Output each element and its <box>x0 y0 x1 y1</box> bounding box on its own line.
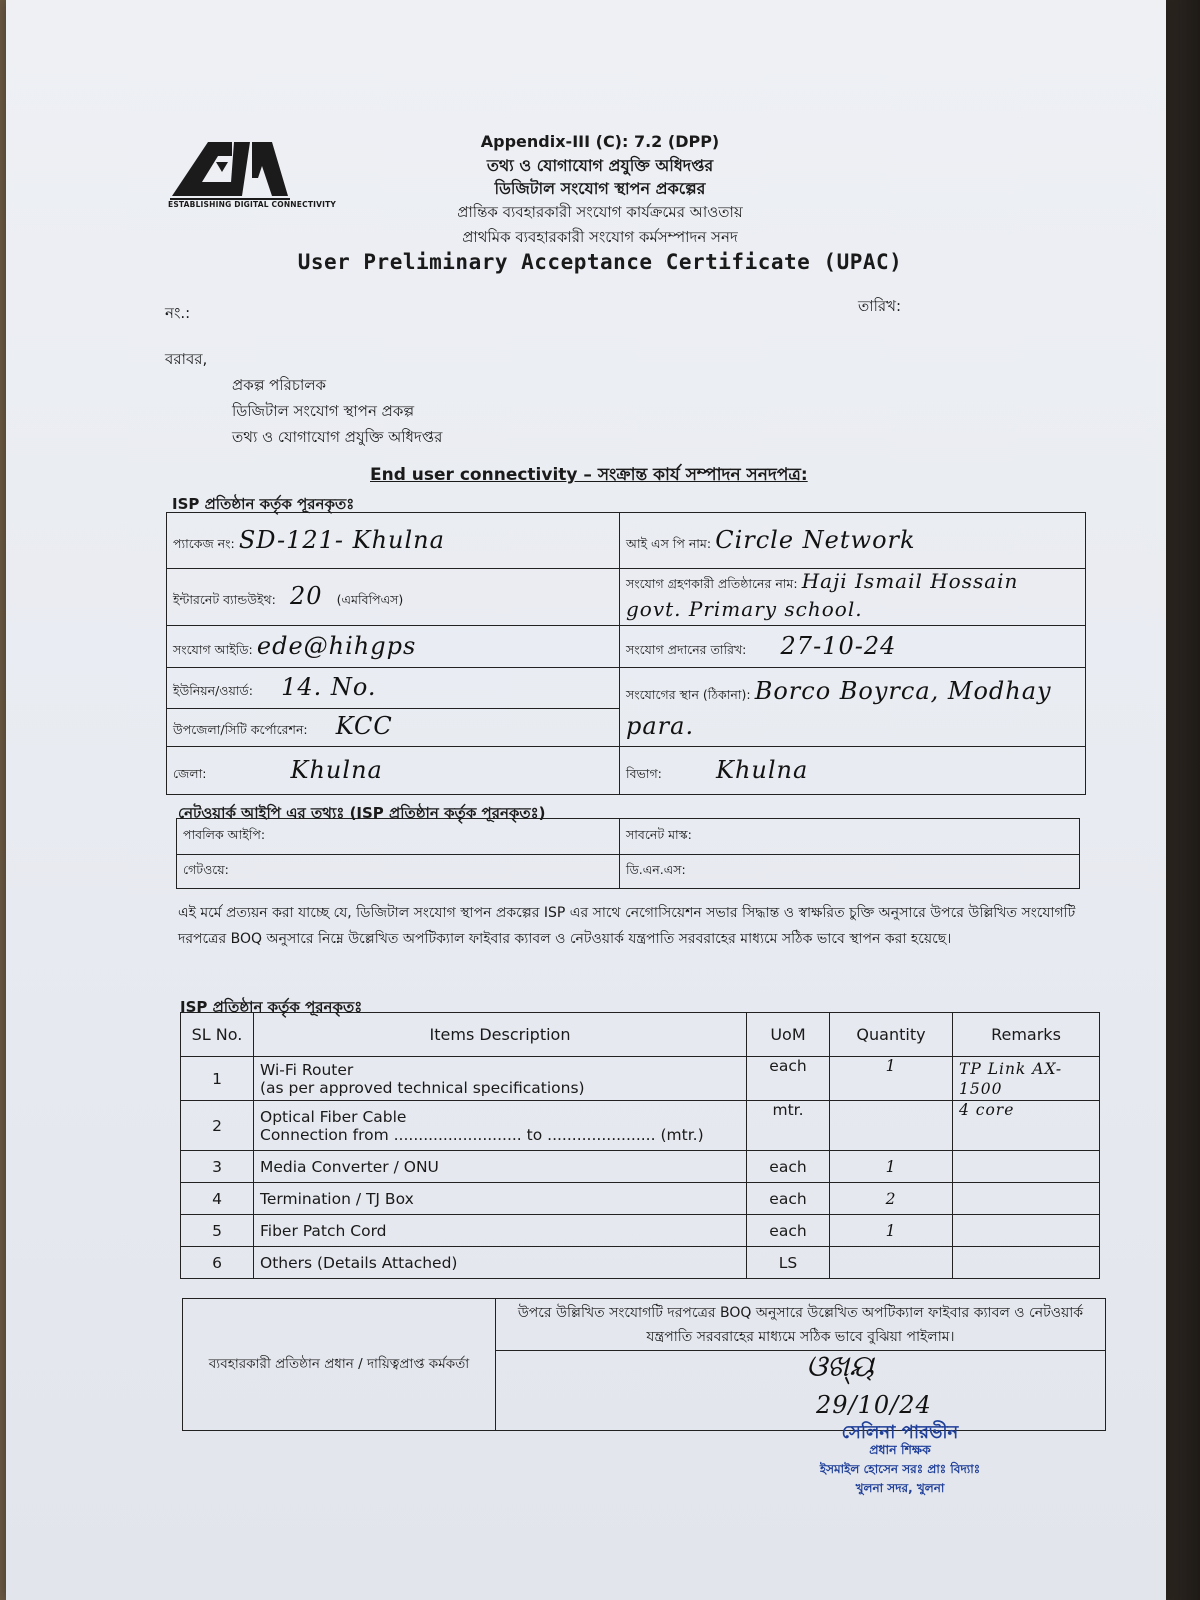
items-section-title: ISP প্রতিষ্ঠান কর্তৃক পূরনকৃতঃ <box>180 998 363 1016</box>
signature-date: 29/10/24 <box>816 1391 932 1419</box>
package-cell <box>167 513 620 569</box>
bandwidth-label: ইন্টারনেট ব্যান্ডউইথ: <box>173 592 276 607</box>
receiver-label: সংযোগ গ্রহণকারী প্রতিষ্ঠানের নাম: <box>626 576 798 591</box>
network-section-title: নেটওয়ার্ক আইপি এর তথ্যঃ (ISP প্রতিষ্ঠান কর্তৃক পূরনকৃতঃ) <box>178 804 546 822</box>
row-quantity: 1 <box>830 1057 953 1101</box>
dns-label: ডি.এন.এস: <box>620 855 1080 889</box>
upazila-label: উপজেলা/সিটি কর্পোরেশন: <box>173 722 308 738</box>
subject-line: End user connectivity – সংক্রান্ত কার্য সম্পাদন সনদপত্র: <box>370 465 808 485</box>
header-uom: UoM <box>747 1013 830 1057</box>
table-row <box>181 1215 1100 1247</box>
row-remarks <box>953 1247 1100 1279</box>
row-uom: LS <box>747 1247 830 1279</box>
address-line-2: ডিজিটাল সংযোগ স্থাপন প্রকল্প <box>232 402 415 420</box>
row-description: Fiber Patch Cord <box>254 1215 747 1247</box>
location-value: Borco Boyrca, Modhay para. <box>626 677 1052 740</box>
header-items-description: Items Description <box>254 1013 747 1057</box>
connection-id-label: সংযোগ আইডি: <box>173 641 253 657</box>
table-row <box>181 1057 1100 1101</box>
public-ip-label: পাবলিক আইপি: <box>177 819 620 855</box>
row-sl: 6 <box>181 1247 254 1279</box>
document-title: User Preliminary Acceptance Certificate (UPAC) <box>297 250 903 274</box>
subnet-mask-label: সাবনেট মাস্ক: <box>620 819 1080 855</box>
address-line-1: প্রকল্প পরিচালক <box>232 376 327 394</box>
row-description-detail: Connection from .......................... to ...................... (mtr.) <box>260 1125 704 1144</box>
district-label: জেলা: <box>173 765 207 781</box>
certificate-heading-bn: প্রাথমিক ব্যবহারকারী সংযোগ কর্মসম্পাদন সনদ <box>462 228 738 246</box>
row-sl: 5 <box>181 1215 254 1247</box>
division-cell <box>620 747 1086 795</box>
department-heading: তথ্য ও যোগাযোগ প্রযুক্তি অধিদপ্তর <box>486 156 714 175</box>
row-remarks <box>953 1215 1100 1247</box>
table-row <box>181 1247 1100 1279</box>
receiver-cell <box>620 569 1086 626</box>
package-value: SD-121- Khulna <box>238 525 445 554</box>
upazila-cell <box>167 708 620 747</box>
row-sl: 1 <box>181 1057 254 1101</box>
address-to: বরাবর, <box>165 350 208 368</box>
district-cell <box>167 747 620 795</box>
row-quantity: 1 <box>830 1215 953 1247</box>
network-ip-table <box>176 818 1080 889</box>
connection-date-label: সংযোগ প্রদানের তারিখ: <box>626 641 747 657</box>
handwritten-signature: ଓଖ୍ୟ <box>806 1349 874 1384</box>
row-remarks: TP Link AX-1500 <box>953 1057 1100 1101</box>
row-uom: each <box>747 1057 830 1101</box>
program-heading: প্রান্তিক ব্যবহারকারী সংযোগ কার্যক্রমের আওতায় <box>457 203 743 221</box>
union-ward-value: 14. No. <box>281 672 377 701</box>
receiver-value: Haji Ismail Hossain govt. Primary school. <box>626 569 1019 621</box>
row-uom: mtr. <box>747 1101 830 1151</box>
logo-caption: ESTABLISHING DIGITAL CONNECTIVITY <box>168 200 337 209</box>
division-value: Khulna <box>716 755 809 784</box>
acceptance-role-label: ব্যবহারকারী প্রতিষ্ঠান প্রধান / দায়িত্বপ্রাপ্ত কর্মকর্তা <box>183 1299 496 1431</box>
connection-date-cell <box>620 626 1086 668</box>
items-table <box>180 1012 1100 1279</box>
row-sl: 3 <box>181 1151 254 1183</box>
header-quantity: Quantity <box>830 1013 953 1057</box>
row-quantity: 2 <box>830 1183 953 1215</box>
union-cell <box>167 668 620 709</box>
row-description: Others (Details Attached) <box>254 1247 747 1279</box>
row-remarks: 4 core <box>953 1101 1100 1151</box>
stamp-school: ইসমাইল হোসেন সরঃ প্রাঃ বিদ্যাঃ <box>819 1462 981 1476</box>
header-sl-no: SL No. <box>181 1013 254 1057</box>
package-label: প্যাকেজ নং: <box>173 535 235 551</box>
appendix-heading: Appendix-III (C): 7.2 (DPP) <box>480 132 720 151</box>
connection-id-cell <box>167 626 620 668</box>
acceptance-statement: উপরে উল্লিখিত সংযোগটি দরপত্রের BOQ অনুসারে উল্লেখিত অপটিক্যাল ফাইবার ক্যাবল ও নেটওয়ার্ক যন্ত্রপাতি সরবরাহের মাধ্যমে সঠিক ভাবে বুঝিয়া পাইলাম। <box>496 1299 1106 1351</box>
row-quantity: 1 <box>830 1151 953 1183</box>
location-cell <box>620 668 1086 747</box>
isp-name-value: Circle Network <box>715 525 916 554</box>
project-heading: ডিজিটাল সংযোগ স্থাপন প্রকল্পের <box>494 179 706 198</box>
table-row <box>181 1183 1100 1215</box>
table-row <box>181 1151 1100 1183</box>
gateway-label: গেটওয়ে: <box>177 855 620 889</box>
upazila-value: KCC <box>335 712 393 741</box>
row-description: Termination / TJ Box <box>254 1183 747 1215</box>
row-description <box>254 1057 747 1101</box>
row-description-main: Wi-Fi Router <box>260 1060 354 1079</box>
stamp-designation: প্রধান শিক্ষক <box>869 1442 931 1457</box>
acceptance-table <box>182 1298 1106 1431</box>
row-uom: each <box>747 1215 830 1247</box>
isp-cell <box>620 513 1086 569</box>
connection-info-table <box>166 512 1086 795</box>
bandwidth-value: 20 <box>289 582 323 610</box>
table-row <box>181 1101 1100 1151</box>
row-quantity <box>830 1101 953 1151</box>
union-ward-label: ইউনিয়ন/ওয়ার্ড: <box>173 682 253 698</box>
row-uom: each <box>747 1183 830 1215</box>
connection-date-value: 27-10-24 <box>780 631 897 660</box>
row-description <box>254 1101 747 1151</box>
row-description: Media Converter / ONU <box>254 1151 747 1183</box>
row-sl: 4 <box>181 1183 254 1215</box>
isp-section-title: ISP প্রতিষ্ঠান কর্তৃক পূরনকৃতঃ <box>172 495 355 513</box>
stamp-name: সেলিনা পারভীন <box>841 1422 959 1443</box>
row-uom: each <box>747 1151 830 1183</box>
bandwidth-unit: (এমবিপিএস) <box>336 592 404 607</box>
declaration-text: এই মর্মে প্রত্যয়ন করা যাচ্ছে যে, ডিজিটাল সংযোগ স্থাপন প্রকল্পের ISP এর সাথে নেগোসিয়েশন সভার সিদ্ধান্ত ও স্বাক্ষরিত চুক্তি অনুসারে উপরে উল্লিখিত সংযোগটি দরপত্রের BOQ অনুসারে নিম্নে উল্লেখিত অপটিক্যাল ফাইবার ক্যাবল ও নেটওয়ার্ক যন্ত্রপাতি সরবরাহের মাধ্যমে সঠিক ভাবে স্থাপন করা হয়েছে। <box>178 905 1076 947</box>
row-remarks <box>953 1151 1100 1183</box>
connection-id-value: ede@hihgps <box>256 631 417 660</box>
reference-number-label: নং.: <box>165 304 191 322</box>
address-line-3: তথ্য ও যোগাযোগ প্রযুক্তি অধিদপ্তর <box>232 428 443 446</box>
row-description-main: Optical Fiber Cable <box>260 1107 407 1126</box>
date-label: তারিখ: <box>858 297 902 315</box>
stamp-place: খুলনা সদর, খুলনা <box>855 1481 945 1495</box>
row-quantity <box>830 1247 953 1279</box>
bandwidth-cell <box>167 569 620 626</box>
row-remarks <box>953 1183 1100 1215</box>
header-remarks: Remarks <box>953 1013 1100 1057</box>
division-label: বিভাগ: <box>626 765 662 781</box>
row-description-detail: (as per approved technical specifications) <box>260 1078 585 1097</box>
district-value: Khulna <box>290 755 383 784</box>
isp-name-label: আই এস পি নাম: <box>626 535 712 551</box>
location-label: সংযোগের স্থান (ঠিকানা): <box>626 687 751 702</box>
row-sl: 2 <box>181 1101 254 1151</box>
